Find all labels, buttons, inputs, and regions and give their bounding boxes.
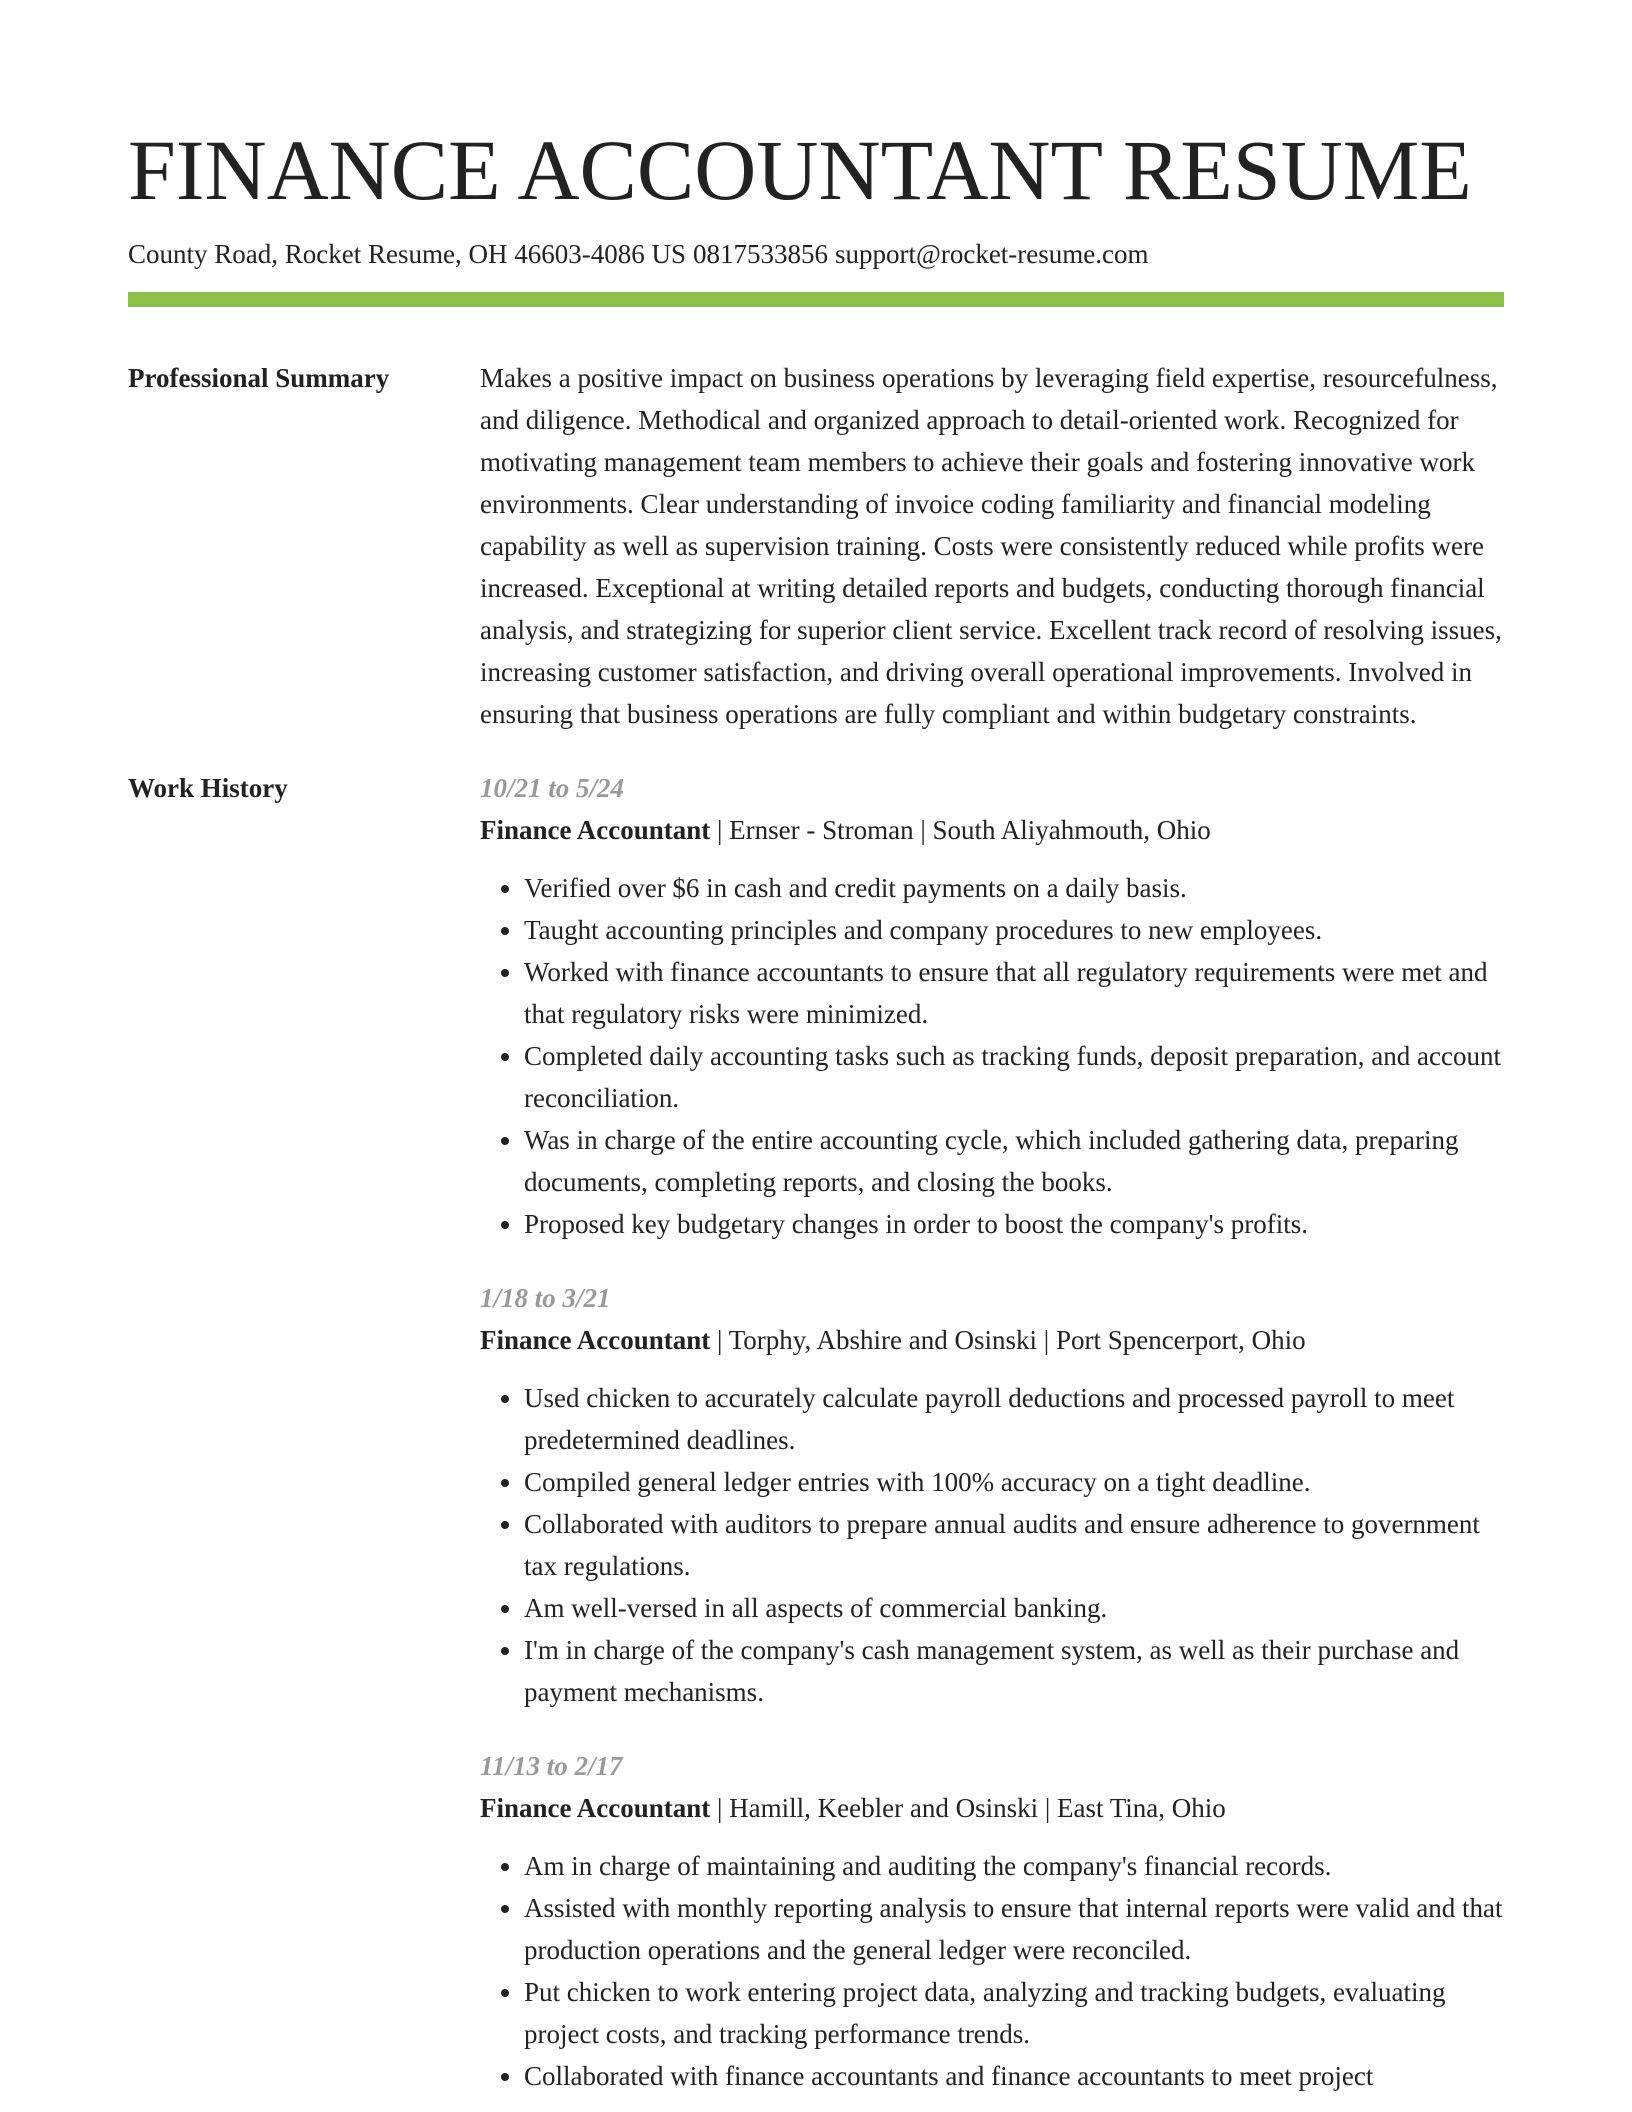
job-entry	[480, 1745, 1504, 2097]
resume-page	[128, 120, 1504, 2097]
work-history-section	[128, 767, 1504, 2097]
job-title: Finance Accountant	[480, 1325, 711, 1355]
job-bullet: • Was in charge of the entire accounting cycle, which included gathering data, preparing documents, completing reports, and closing the books.	[524, 1119, 1504, 1203]
contact-address: County Road, Rocket Resume, OH 46603-4086 US	[128, 239, 686, 269]
job-bullet: • Am well-versed in all aspects of commercial banking.	[524, 1587, 1504, 1629]
job-company: Hamill, Keebler and Osinski	[729, 1793, 1039, 1823]
job-heading	[480, 1787, 1504, 1829]
job-separator: |	[710, 815, 730, 845]
job-company: Ernser - Stroman	[729, 815, 914, 845]
job-bullet: • Compiled general ledger entries with 100% accuracy on a tight deadline.	[524, 1461, 1504, 1503]
job-separator: |	[913, 815, 933, 845]
job-bullet: • Worked with finance accountants to ensure that all regulatory requirements were met and that regulatory risks were minimized.	[524, 951, 1504, 1035]
job-bullet: • Proposed key budgetary changes in order to boost the company's profits.	[524, 1203, 1504, 1245]
header-divider	[128, 292, 1504, 307]
job-bullet: • Am in charge of maintaining and auditing the company's financial records.	[524, 1845, 1504, 1887]
job-bullet: • Put chicken to work entering project data, analyzing and tracking budgets, evaluating project costs, and tracking performance trends.	[524, 1971, 1504, 2055]
job-bullet: • Used chicken to accurately calculate payroll deductions and processed payroll to meet predetermined deadlines.	[524, 1377, 1504, 1461]
job-separator: |	[710, 1325, 729, 1355]
job-location: South Aliyahmouth, Ohio	[932, 815, 1211, 845]
job-entry	[480, 767, 1504, 1245]
contact-phone: 0817533856	[692, 239, 828, 269]
job-bullet: • Collaborated with finance accountants and finance accountants to meet project	[524, 2055, 1504, 2097]
job-heading	[480, 809, 1504, 851]
job-bullet: • Collaborated with auditors to prepare annual audits and ensure adherence to government tax regulations.	[524, 1503, 1504, 1587]
job-title: Finance Accountant	[480, 1793, 711, 1823]
job-bullet: • Verified over $6 in cash and credit payments on a daily basis.	[524, 867, 1504, 909]
job-separator: |	[710, 1793, 730, 1823]
job-bullet: • I'm in charge of the company's cash management system, as well as their purchase and payment mechanisms.	[524, 1629, 1504, 1713]
job-separator: |	[1037, 1325, 1056, 1355]
contact-line	[128, 236, 1504, 272]
summary-text: Makes a positive impact on business operations by leveraging field expertise, resourcefulness, and diligence. Methodical and organized approach to detail-oriented work. Recognized for motivating management team members to achieve their goals and fostering innovative work environments. Clear understanding of invoice coding familiarity and financial modeling capability as well as supervision training. Costs were consistently reduced while profits were increased. Exceptional at writing detailed reports and budgets, conducting thorough financial analysis, and strategizing for superior client service. Excellent track record of resolving issues, increasing customer satisfaction, and driving overall operational improvements. Involved in ensuring that business operations are fully compliant and within budgetary constraints.	[480, 363, 1502, 729]
page-title: FINANCE ACCOUNTANT RESUME	[128, 122, 1472, 218]
job-entry	[480, 1277, 1504, 1713]
job-title: Finance Accountant	[480, 815, 711, 845]
professional-summary-section	[128, 357, 1504, 735]
job-bullets	[480, 1377, 1504, 1713]
section-label-work: Work History	[128, 773, 288, 803]
jobs-list	[480, 767, 1504, 2097]
job-bullets	[480, 867, 1504, 1245]
section-label-summary: Professional Summary	[128, 363, 390, 393]
job-bullet: • Assisted with monthly reporting analysis to ensure that internal reports were valid and that production operations and the general ledger were reconciled.	[524, 1887, 1504, 1971]
job-location: Port Spencerport, Ohio	[1055, 1325, 1306, 1355]
job-bullets	[480, 1845, 1504, 2097]
summary-body	[480, 357, 1504, 735]
job-bullet: • Taught accounting principles and company procedures to new employees.	[524, 909, 1504, 951]
job-dates: 1/18 to 3/21	[480, 1283, 611, 1313]
job-location: East Tina, Ohio	[1057, 1793, 1226, 1823]
job-bullet: • Completed daily accounting tasks such as tracking funds, deposit preparation, and account reconciliation.	[524, 1035, 1504, 1119]
job-separator: |	[1038, 1793, 1058, 1823]
job-company: Torphy, Abshire and Osinski	[728, 1325, 1038, 1355]
job-heading	[480, 1319, 1504, 1361]
contact-email[interactable]: support@rocket-resume.com	[834, 239, 1149, 269]
job-dates: 11/13 to 2/17	[480, 1751, 623, 1781]
job-dates: 10/21 to 5/24	[480, 773, 625, 803]
